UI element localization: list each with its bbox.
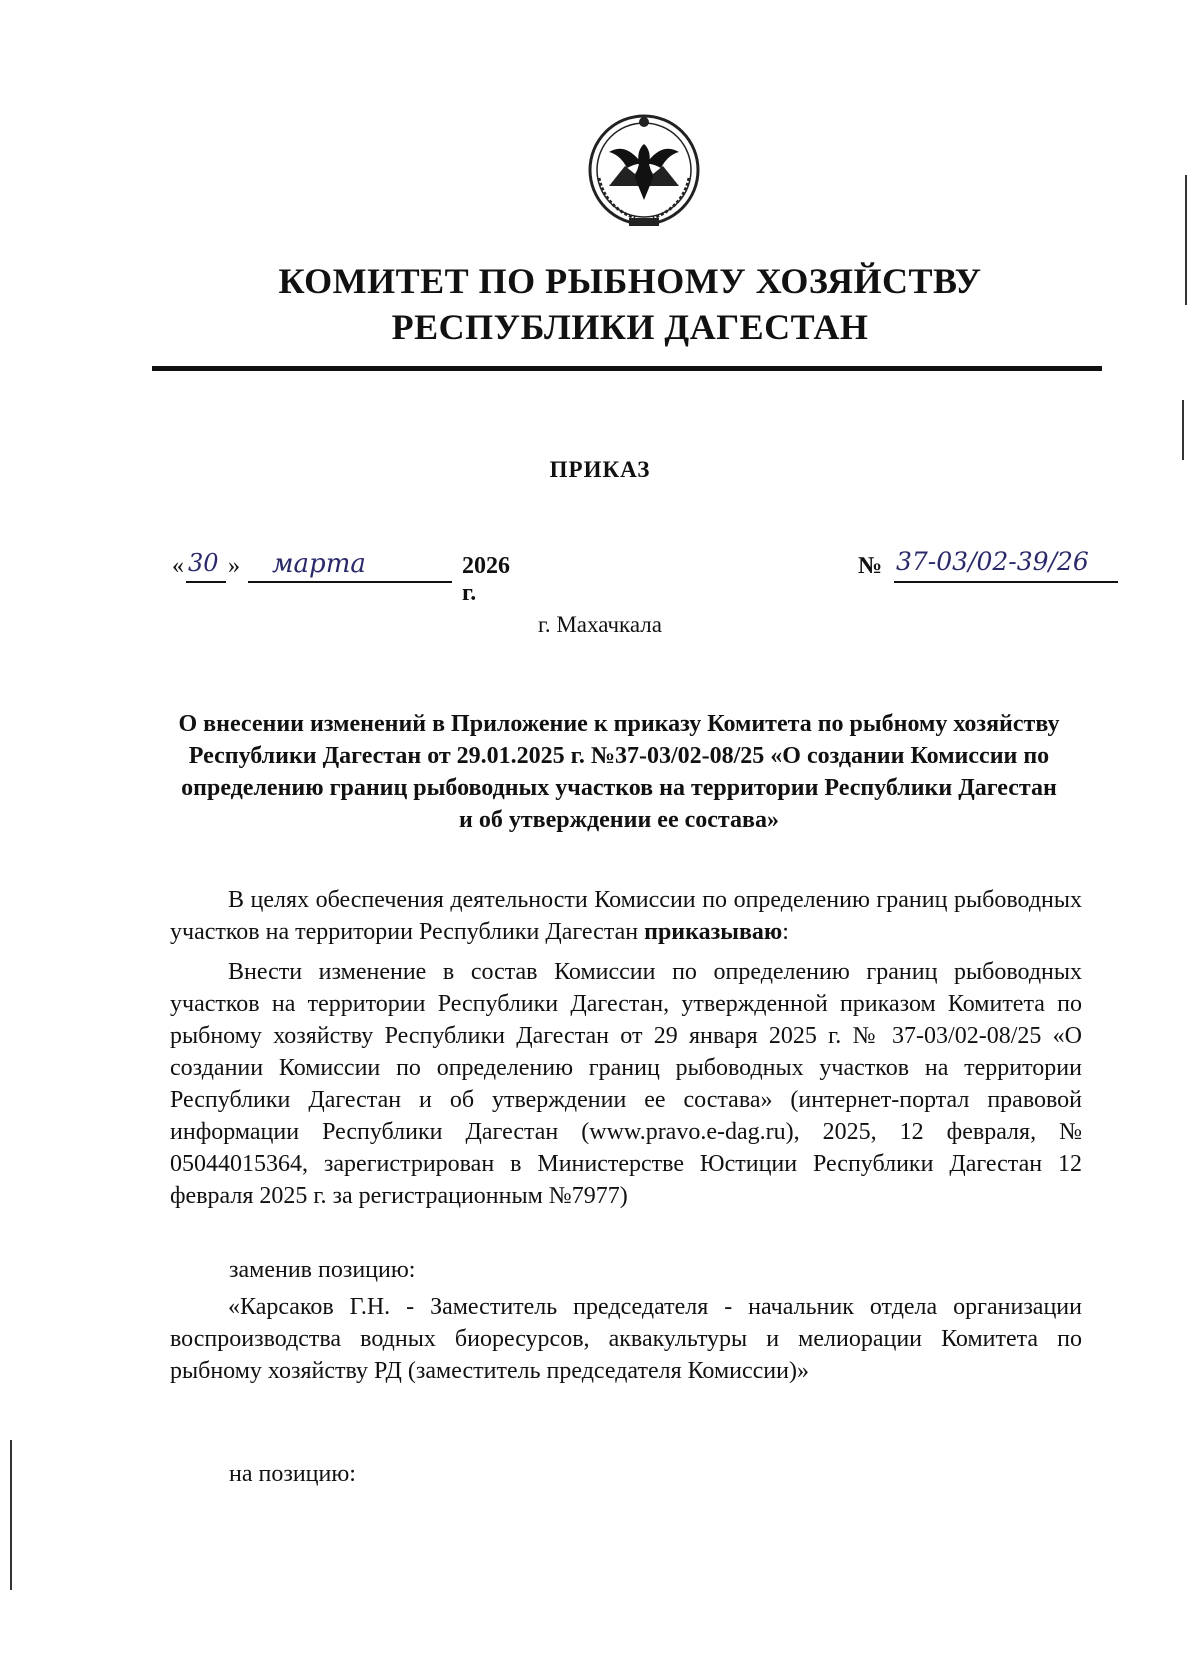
order-number-value: 37-03/02-39/26 (896, 547, 1089, 576)
city: г. Махачкала (538, 612, 662, 637)
date-close-quote: » (228, 553, 240, 579)
paragraph-amendment-text: Внести изменение в состав Комиссии по определению границ рыбоводных участков на территории Республики Дагестан, утвержденной приказом Комитета по рыбному хозяйству Республики Дагестан от 29 января 2025 г. № 37-03/02-08/25 «О создании Комиссии по определению границ рыбоводных участков на территории Республики Дагестан и об утверждении ее состава» (интернет-портал правовой информации Республики Дагестан (www.pravo.e-dag.ru), 2025, 12 февраля, № 05044015364, зарегистрирован в Министерстве Юстиции Республики Дагестан 12 февраля 2025 г. за регистрационным №7977) (170, 959, 1082, 1209)
scan-margin-mark (10, 1440, 12, 1590)
month-underline (248, 581, 452, 583)
paragraph-purpose (170, 884, 1082, 948)
paragraph-old-position (170, 1291, 1082, 1387)
date-open-quote: « (172, 553, 184, 579)
number-sign: № (858, 553, 883, 579)
paragraph-purpose-end: : (782, 919, 789, 945)
date-year: 2026 г. (462, 553, 510, 606)
paragraph-old-position-text: «Карсаков Г.Н. - Заместитель председателя - начальник отдела организации воспроизводства водных биоресурсов, аквакультуры и мелиорации Комитета по рыбному хозяйству РД (заместитель председателя Комиссии)» (170, 1294, 1082, 1384)
order-number (858, 547, 1138, 585)
paragraph-purpose-text: В целях обеспечения деятельности Комиссии по определению границ рыбоводных участков на территории Республики Дагестан (170, 887, 1082, 945)
date-day: 30 (188, 549, 219, 577)
scan-margin-mark (1182, 400, 1184, 460)
paragraph-amendment (170, 956, 1082, 1212)
date-month: марта (272, 549, 366, 579)
number-underline (894, 581, 1118, 583)
organization-name-line2: РЕСПУБЛИКИ ДАГЕСТАН (391, 307, 869, 347)
paragraph-replace: заменив позицию: (229, 1257, 416, 1283)
day-underline (186, 581, 226, 583)
coat-of-arms-icon (585, 108, 703, 234)
organization-name-line1: КОМИТЕТ ПО РЫБНОМУ ХОЗЯЙСТВУ (278, 261, 982, 301)
keyword-order: приказываю (644, 919, 783, 945)
document-title: ПРИКАЗ (549, 457, 651, 482)
header-divider (152, 366, 1102, 371)
order-subject: О внесении изменений в Приложение к приказу Комитета по рыбному хозяйству Республики Дагестан от 29.01.2025 г. №37-03/02-08/25 «О создании Комиссии по определению границ рыбоводных участков на территории Республики Дагестан и об утверждении ее состава» (178, 711, 1060, 833)
paragraph-new-position: на позицию: (229, 1461, 356, 1487)
scan-margin-mark (1185, 175, 1187, 305)
